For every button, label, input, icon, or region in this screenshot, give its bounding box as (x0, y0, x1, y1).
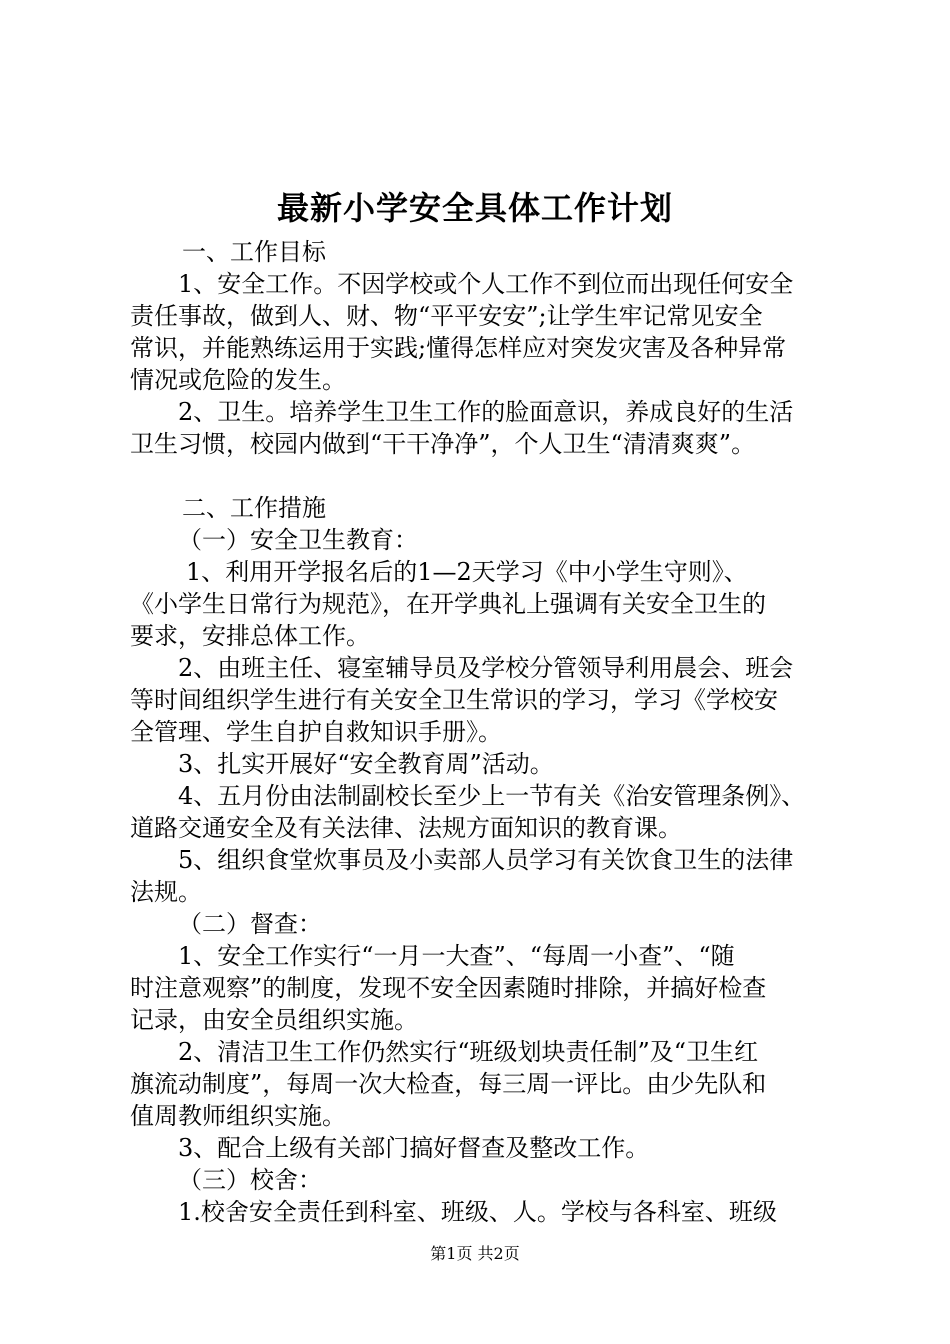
section-heading: 二、工作措施 (182, 494, 326, 522)
paragraph-line: 5、组织食堂炊事员及小卖部人员学习有关饮食卫生的法律 (178, 846, 794, 874)
section-heading: 一、工作目标 (182, 238, 326, 266)
paragraph-line: 《小学生日常行为规范》，在开学典礼上强调有关安全卫生的 (130, 590, 766, 618)
subsection-heading: （一）安全卫生教育： (178, 526, 418, 554)
document-body (130, 236, 830, 1228)
paragraph-line: 3、扎实开展好“安全教育周”活动。 (178, 750, 554, 778)
document-title: 最新小学安全具体工作计划 (276, 189, 673, 227)
paragraph-line: 1、安全工作。不因学校或个人工作不到位而出现任何安全 (178, 270, 794, 298)
paragraph-line: 4、五月份由法制副校长至少上一节有关《治安管理条例》、 (178, 782, 806, 810)
subsection-heading: （二）督查： (178, 910, 322, 938)
paragraph-line: 记录，由安全员组织实施。 (130, 1006, 418, 1034)
paragraph-line: 情况或危险的发生。 (130, 366, 346, 394)
blank-line (130, 460, 830, 492)
subsection-heading: （三）校舍： (178, 1166, 322, 1194)
paragraph-line: 责任事故，做到人、财、物“平平安安”;让学生牢记常见安全 (130, 302, 763, 330)
paragraph-line: 全管理、学生自护自救知识手册》。 (130, 718, 502, 746)
paragraph-line: 2、由班主任、寝室辅导员及学校分管领导利用晨会、班会 (178, 654, 794, 682)
page-number-footer: 第1页 共2页 (430, 1244, 520, 1263)
paragraph-line: 要求，安排总体工作。 (130, 622, 370, 650)
paragraph-line: 值周教师组织实施。 (130, 1102, 346, 1130)
paragraph-line: 法规。 (130, 878, 202, 906)
paragraph-line: 旗流动制度”，每周一次大检查，每三周一评比。由少先队和 (130, 1070, 767, 1098)
paragraph-line: 等时间组织学生进行有关安全卫生常识的学习，学习《学校安 (130, 686, 778, 714)
paragraph-line: 1、安全工作实行“一月一大查”、“每周一小查”、“随 (178, 942, 735, 970)
paragraph-line: 卫生习惯，校园内做到“干干净净”，个人卫生“清清爽爽”。 (130, 430, 756, 458)
paragraph-line: 常识，并能熟练运用于实践;懂得怎样应对突发灾害及各种异常 (130, 334, 787, 362)
paragraph-line: 1、利用开学报名后的1—2天学习《中小学生守则》、 (186, 558, 748, 586)
paragraph-line: 道路交通安全及有关法律、法规方面知识的教育课。 (130, 814, 682, 842)
paragraph-line: 时注意观察”的制度，发现不安全因素随时排除，并搞好检查 (130, 974, 767, 1002)
paragraph-line: 1.校舍安全责任到科室、班级、人。学校与各科室、班级 (178, 1198, 777, 1226)
paragraph-line: 2、清洁卫生工作仍然实行“班级划块责任制”及“卫生红 (178, 1038, 759, 1066)
paragraph-line: 3、配合上级有关部门搞好督查及整改工作。 (178, 1134, 650, 1162)
paragraph-line: 2、卫生。培养学生卫生工作的脸面意识，养成良好的生活 (178, 398, 794, 426)
